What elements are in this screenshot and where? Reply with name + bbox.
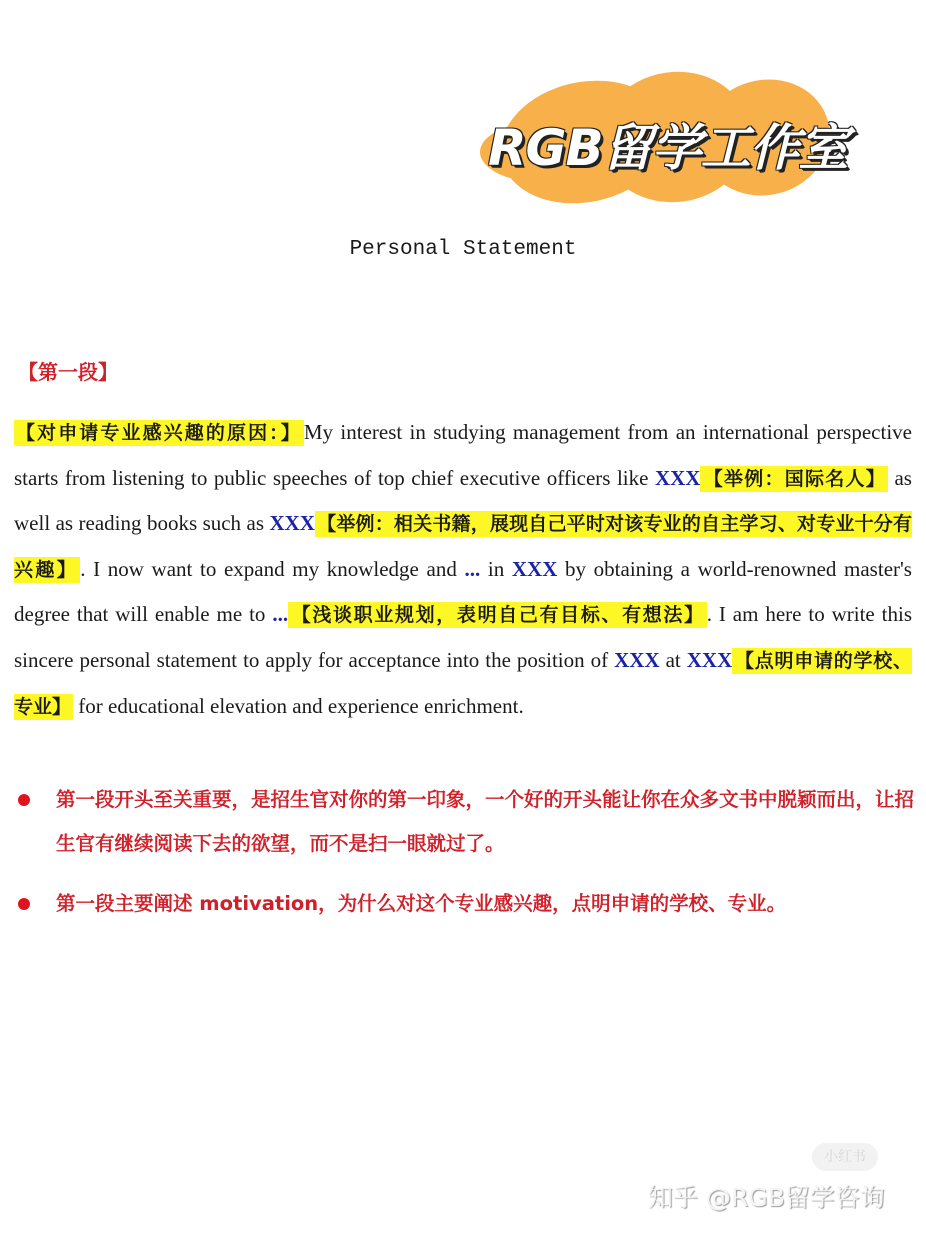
body-text: My interest in studying management from an international perspective starts from listening to public speeches of top chief executive officers like — [14, 420, 912, 490]
body-text: in — [480, 556, 512, 581]
watermark: 知乎 @RGB留学咨询 — [648, 1183, 885, 1212]
placeholder: XXX — [614, 647, 660, 672]
hint-highlight: 【浅谈职业规划，表明自己有目标、有想法】 — [290, 604, 705, 627]
placeholder: ... — [272, 602, 289, 627]
body-text: by obtaining a world-renowned master's degree that will enable me to — [14, 556, 912, 627]
watermark-badge: 小红书 — [812, 1143, 878, 1171]
body-text: as well as reading books such as — [14, 465, 912, 536]
placeholder: XXX — [269, 511, 315, 536]
hint-highlight: 【对申请专业感兴趣的原因：】 — [16, 422, 302, 444]
bullet-icon — [18, 898, 30, 910]
body-text: for educational elevation and experience enrichment. — [73, 693, 524, 718]
placeholder: ... — [464, 556, 481, 581]
note-text: 第一段开头至关重要，是招生官对你的第一印象，一个好的开头能让你在众多文书中脱颖而出，让招生官有继续阅读下去的欲望，而不是扫一眼就过了。 — [56, 788, 915, 855]
page-title: Personal Statement — [349, 238, 577, 261]
note-item — [14, 778, 914, 866]
placeholder: XXX — [511, 556, 558, 581]
section-label: 【第一段】 — [18, 360, 118, 384]
hint-highlight: 【举例：国际名人】 — [702, 467, 886, 490]
placeholder: XXX — [654, 465, 701, 490]
hint-highlight: 【举例：相关书籍，展现自己平时对该专业的自主学习、对专业十分有兴趣】 — [14, 513, 912, 581]
body-text: at — [659, 647, 687, 672]
body-text: . I now want to expand my knowledge and — [80, 556, 465, 581]
hint-highlight: 【点明申请的学校、专业】 — [14, 649, 912, 718]
logo-text: RGB留学工作室 — [488, 119, 848, 177]
note-text: 第一段主要阐述 motivation，为什么对这个专业感兴趣，点明申请的学校、专业。 — [56, 892, 787, 915]
note-item — [14, 882, 914, 926]
logo — [470, 62, 860, 212]
bullet-icon — [18, 794, 30, 806]
notes-list — [14, 778, 914, 942]
placeholder: XXX — [686, 647, 733, 672]
body-text: . I am here to write this sincere personal statement to apply for acceptance into the position of — [14, 602, 912, 672]
statement-paragraph — [14, 410, 912, 729]
